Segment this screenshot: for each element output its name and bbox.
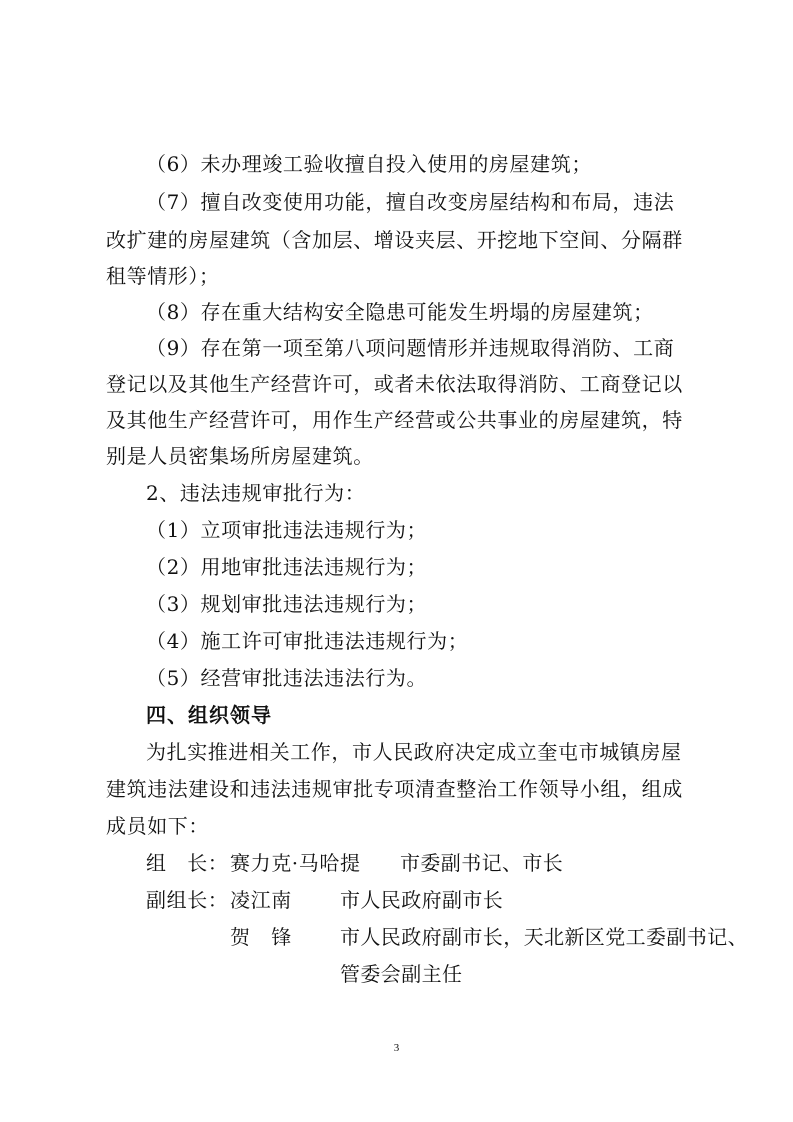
approval-item-5: （5）经营审批违法违法行为。 <box>146 666 428 690</box>
item-6: （6）未办理竣工验收擅自投入使用的房屋建筑； <box>146 152 592 176</box>
intro-line-3: 成员如下： <box>106 814 209 838</box>
approval-item-3: （3）规划审批违法违规行为； <box>146 592 428 616</box>
deputy1-title: 市人民政府副市长 <box>340 888 504 912</box>
page-number: 3 <box>393 1042 400 1054</box>
deputy-role: 副组长： <box>146 888 229 912</box>
subsection-2-title: 2、违法违规审批行为： <box>146 481 366 505</box>
item-9-line-4: 别是人员密集场所房屋建筑。 <box>106 444 374 468</box>
deputy2-name: 贺 锋 <box>230 925 292 949</box>
item-7-line-3: 租等情形）； <box>106 264 220 288</box>
approval-item-4: （4）施工许可审批违法违规行为； <box>146 629 469 653</box>
leader-name: 赛力克·马哈提 <box>230 851 361 875</box>
intro-line-2: 建筑违法建设和违法违规审批专项清查整治工作领导小组，组成 <box>106 777 683 801</box>
item-8: （8）存在重大结构安全隐患可能发生坍塌的房屋建筑； <box>146 300 654 324</box>
deputy2-title-line-2: 管委会副主任 <box>340 962 463 986</box>
item-9-line-2: 登记以及其他生产经营许可，或者未依法取得消防、工商登记以 <box>106 372 683 396</box>
intro-line-1: 为扎实推进相关工作，市人民政府决定成立奎屯市城镇房屋 <box>146 740 682 764</box>
deputy2-title-line-1: 市人民政府副市长，天北新区党工委副书记、 <box>340 925 748 949</box>
deputy1-name: 凌江南 <box>230 888 292 912</box>
item-9-line-3: 及其他生产经营许可，用作生产经营或公共事业的房屋建筑，特 <box>106 408 683 432</box>
leader-title: 市委副书记、市长 <box>400 851 564 875</box>
section-heading: 四、组织领导 <box>146 703 272 727</box>
approval-item-2: （2）用地审批违法违规行为； <box>146 555 428 579</box>
item-9-line-1: （9）存在第一项至第八项问题情形并违规取得消防、工商 <box>146 336 675 360</box>
leader-role: 组 长： <box>146 851 229 875</box>
approval-item-1: （1）立项审批违法违规行为； <box>146 518 428 542</box>
item-7-line-1: （7）擅自改变使用功能，擅自改变房屋结构和布局，违法 <box>146 190 675 214</box>
item-7-line-2: 改扩建的房屋建筑（含加层、增设夹层、开挖地下空间、分隔群 <box>106 228 683 252</box>
